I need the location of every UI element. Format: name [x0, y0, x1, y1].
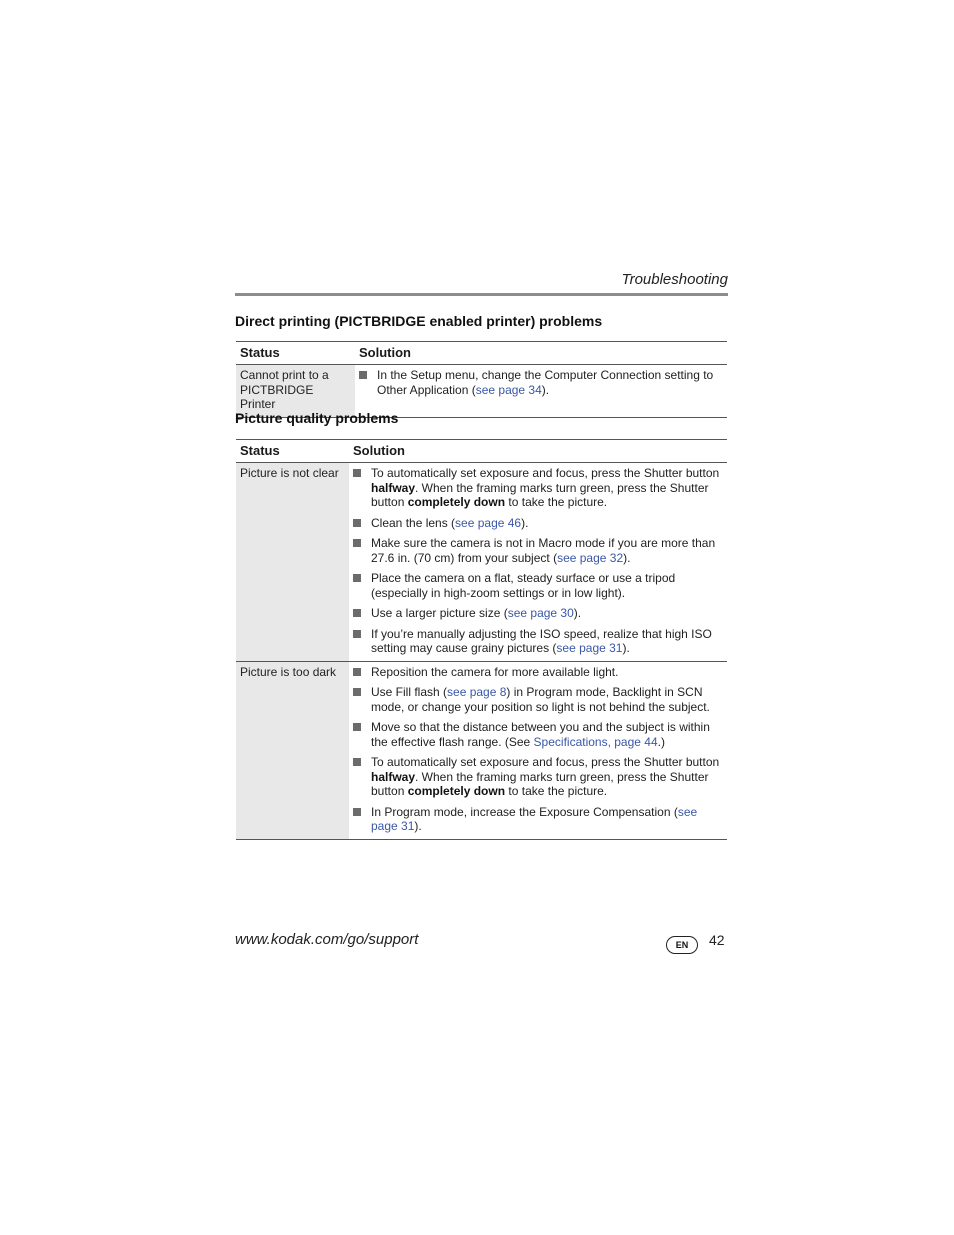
- running-head: Troubleshooting: [621, 271, 728, 288]
- table-header-row: [236, 440, 727, 463]
- table-row: [236, 661, 727, 839]
- page-link[interactable]: see page 34: [475, 382, 542, 397]
- picture-quality-table: [236, 439, 727, 840]
- list-item: If you’re manually adjusting the ISO speed, realize that high ISO setting may cause grainy pictures (see page 31).: [351, 627, 723, 656]
- list-item: Place the camera on a flat, steady surface or use a tripod (especially in high-zoom settings or in low light).: [351, 571, 723, 600]
- square-bullet-icon: [353, 723, 361, 731]
- square-bullet-icon: [353, 630, 361, 638]
- list-item: In Program mode, increase the Exposure Compensation (see page 31).: [351, 805, 723, 834]
- solution-list: [351, 466, 723, 656]
- list-item: To automatically set exposure and focus, press the Shutter button halfway. When the framing marks turn green, press the Shutter button completely down to take the picture.: [351, 466, 723, 510]
- column-header-solution: Solution: [349, 440, 727, 463]
- list-item: To automatically set exposure and focus, press the Shutter button halfway. When the framing marks turn green, press the Shutter button completely down to take the picture.: [351, 755, 723, 799]
- direct-printing-table: [236, 341, 727, 418]
- list-item: Use Fill flash (see page 8) in Program mode, Backlight in SCN mode, or change your position so light is not behind the subject.: [351, 685, 723, 714]
- page-link[interactable]: see page 8: [447, 685, 507, 699]
- header-rule: [235, 293, 728, 296]
- list-item: Move so that the distance between you and the subject is within the effective flash range. (See Specifications, page 44.): [351, 720, 723, 749]
- page-link[interactable]: see page 31: [556, 641, 623, 655]
- square-bullet-icon: [353, 808, 361, 816]
- solution-list: [357, 368, 723, 397]
- square-bullet-icon: [353, 668, 361, 676]
- list-item: Clean the lens (see page 46).: [351, 516, 723, 531]
- square-bullet-icon: [353, 469, 361, 477]
- square-bullet-icon: [353, 519, 361, 527]
- table-row: [236, 463, 727, 662]
- page-link[interactable]: see page 30: [507, 606, 574, 620]
- square-bullet-icon: [353, 688, 361, 696]
- column-header-solution: Solution: [355, 342, 727, 365]
- list-item: Reposition the camera for more available light.: [351, 665, 723, 680]
- square-bullet-icon: [353, 574, 361, 582]
- footer-url[interactable]: www.kodak.com/go/support: [235, 931, 419, 948]
- status-cell: Cannot print to a PICTBRIDGE Printer: [236, 365, 355, 418]
- square-bullet-icon: [359, 371, 367, 379]
- table-header-row: [236, 342, 727, 365]
- section-title-picture-quality: Picture quality problems: [235, 410, 399, 426]
- section-title-direct-printing: Direct printing (PICTBRIDGE enabled printer) problems: [235, 313, 603, 329]
- page-link[interactable]: Specifications, page 44: [533, 734, 658, 749]
- page-link[interactable]: see page 31: [371, 804, 698, 833]
- list-item: Make sure the camera is not in Macro mode if you are more than 27.6 in. (70 cm) from your subject (see page 32).: [351, 536, 723, 565]
- solution-cell: [349, 661, 727, 839]
- solution-list: [351, 665, 723, 834]
- square-bullet-icon: [353, 539, 361, 547]
- square-bullet-icon: [353, 609, 361, 617]
- en-language-badge: EN: [666, 936, 698, 954]
- column-header-status: Status: [236, 440, 349, 463]
- solution-cell: [349, 463, 727, 662]
- status-cell: Picture is too dark: [236, 661, 349, 839]
- column-header-status: Status: [236, 342, 355, 365]
- page-link[interactable]: see page 32: [557, 550, 624, 565]
- page-number: 42: [709, 932, 725, 948]
- status-cell: Picture is not clear: [236, 463, 349, 662]
- square-bullet-icon: [353, 758, 361, 766]
- page-link[interactable]: see page 46: [455, 515, 522, 530]
- list-item: Use a larger picture size (see page 30).: [351, 606, 723, 621]
- solution-cell: [355, 365, 727, 418]
- list-item: In the Setup menu, change the Computer Connection setting to Other Application (see page 34).: [357, 368, 723, 397]
